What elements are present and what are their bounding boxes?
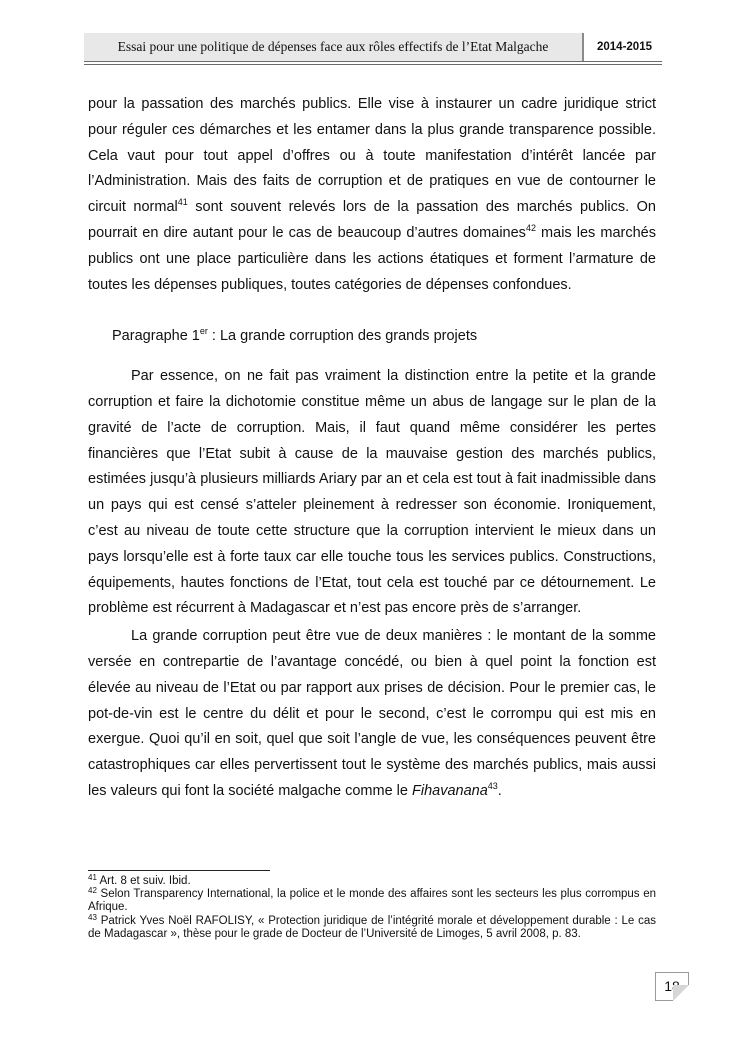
footnote-43: $^{43}$ Patrick Yves Noël RAFOLISY, « Protection juridique de l’intégrité morale et développement durable : Le cas de Madagascar », thèse pour le grade de Docteur de l’Université de Limoges, 5 avril 2008, p. 83. <box>88 912 656 940</box>
footnote-42: $^{42}$ Selon Transparency International, la police et le monde des affaires sont les secteurs les plus corrompus en Afrique. <box>88 886 656 914</box>
header-title: Essai pour une politique de dépenses face aux rôles effectifs de l’Etat Malgache <box>84 33 584 61</box>
section-heading: Paragraphe 1er : La grande corruption des grands projets <box>112 326 478 345</box>
footnote-ref-41: 41 <box>177 197 188 208</box>
body-text <box>88 92 656 805</box>
page-curl-decoration <box>673 985 689 1001</box>
paragraph-2: Par essence, on ne fait pas vraiment la distinction entre la petite et la grande corruption et faire la dichotomie constitue même un abus de langage sur le plan de la gravité de l’acte de corruption. Mais, il faut quand même considérer les pertes financières que l’Etat subit à cause de la mauvaise gestion des marchés publics, estimées jusqu’à plusieurs milliards Ariary par an et cela est tout à fait inadmissible dans un pays qui est censé s’atteler pleinement à redresser son économie. Ironiquement, c’est au niveau de toute cette structure que la corruption intervient le mieux dans un pays lorsqu’elle est à forte taux car elle touche tous les services publics. Constructions, équipements, hautes fonctions de l’Etat, tout cela est touché par ce détournement. Le problème est récurrent à Madagascar et n’est pas encore près de s’arranger. <box>88 368 656 617</box>
fihavanana-term: Fihavanana <box>412 782 488 799</box>
footnote-separator <box>88 870 270 871</box>
footnote-ref-42: 42 <box>525 222 536 233</box>
footnote-ref-43: 43 <box>487 780 498 791</box>
paragraph-1: pour la passation des marchés publics. Elle vise à instaurer un cadre juridique strict pour réguler ces démarches et les entamer dans la plus grande transparence possible. Cela vaut pour tout appel d’offres ou à toute manifestation d’intérêt lancée par l’Administration. Mais des faits de corruption et de pratiques en vue de contourner le circuit normal$^{41}$ sont souvent relevés lors de la passation des marchés publics. On pourrait en dire autant pour le cas de beaucoup d’autres domaines$^{42}$ mais les marchés publics ont une place particulière dans les actions étatiques et forment l’armature de toutes les dépenses publiques, toutes catégories de dépenses confondues. <box>88 96 656 293</box>
footnote-41: $^{41}$ Art. 8 et suiv. Ibid. <box>88 873 191 887</box>
footnotes <box>88 875 656 941</box>
page-number: 18 <box>655 972 689 1001</box>
paragraph-3: La grande corruption peut être vue de deux manières : le montant de la somme versée en contrepartie de l’avantage concédé, ou bien à quel point la fonction est élevée au niveau de l’Etat ou par rapport aux prises de décision. Pour le premier cas, le pot-de-vin est le centre du délit et pour le second, c’est le corrompu qui est mis en exergue. Quoi qu’il en soit, quel que soit l’angle de vue, les conséquences peuvent être catastrophiques car elles pervertissent tout le système des marchés publics, mais aussi les valeurs qui font la société malgache comme le Fihavanana$^{43}$. <box>88 628 656 799</box>
header-year: 2014-2015 <box>597 41 652 53</box>
running-header <box>84 33 662 65</box>
